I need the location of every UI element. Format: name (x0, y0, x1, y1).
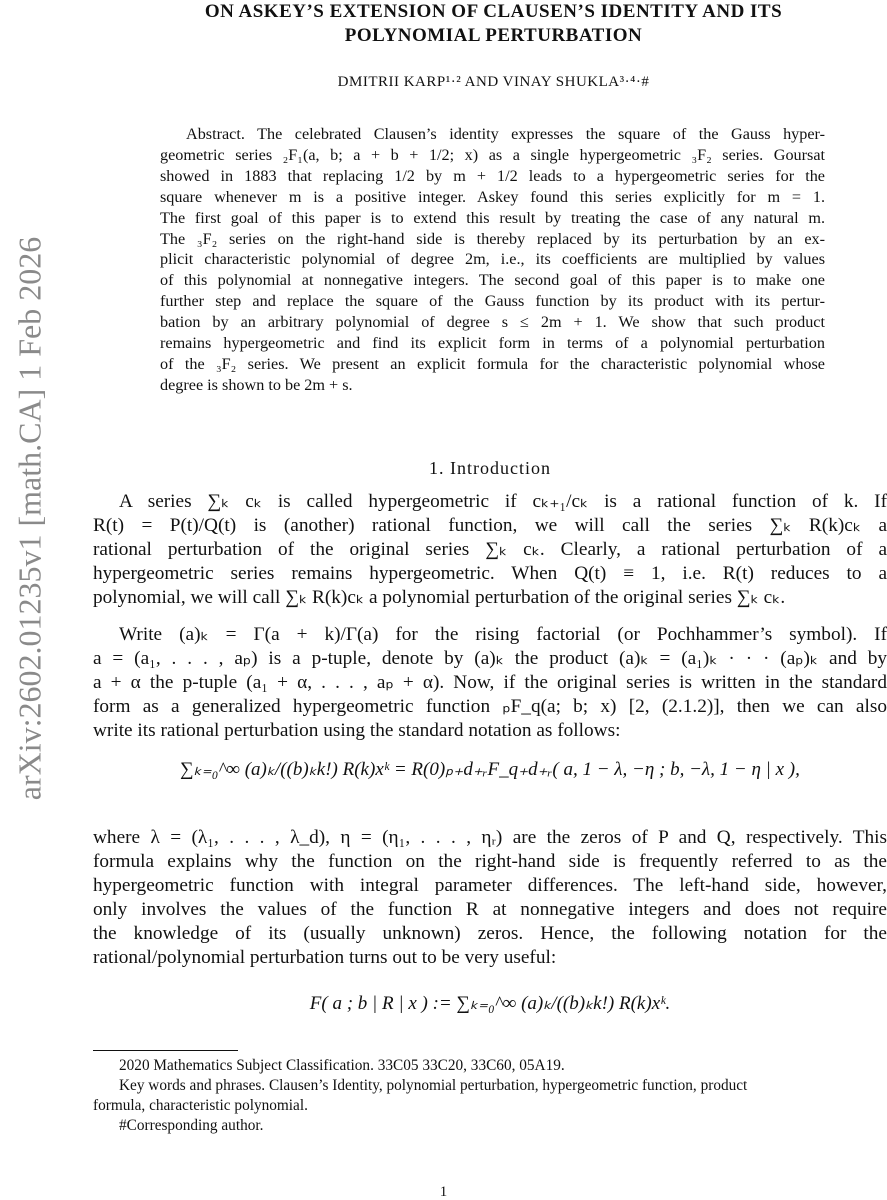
text-line: where λ = (λ₁, . . . , λ_d), η = (η₁, . . . , ηᵣ) are the zeros of P and Q, respectively. This (93, 827, 887, 848)
title-line: ON ASKEY’S EXTENSION OF CLAUSEN’S IDENTITY AND ITS (204, 1, 783, 22)
equation-2: F( a ; b | R | x ) := ∑ₖ₌₀^∞ (a)ₖ/((b)ₖk!) R(k)xᵏ. (309, 993, 671, 1014)
text-line: Write (a)ₖ = Γ(a + k)/Γ(a) for the rising factorial (or Pochhammer’s symbol). If (119, 624, 887, 645)
text-line: rational/polynomial perturbation turns out to be very useful: (93, 947, 557, 968)
section-heading: 1. Introduction (429, 458, 551, 478)
text-line: degree is shown to be 2m + s. (160, 375, 353, 394)
footnote: Key words and phrases. Clausen’s Identity, polynomial perturbation, hypergeometric function, product (119, 1077, 748, 1094)
text-line: form as a generalized hypergeometric function ₚF_q(a; b; x) [2, (2.1.2)], then we can also (93, 696, 887, 717)
text-line: The first goal of this paper is to extend this result by treating the case of any natural m. (160, 208, 825, 227)
text-line: remains hypergeometric and find its explicit form in terms of a polynomial perturbation (160, 334, 825, 353)
paragraph-2 (93, 623, 887, 743)
text-line: polynomial, we will call ∑ₖ R(k)cₖ a polynomial perturbation of the original series ∑ₖ cₖ. (93, 587, 786, 608)
text-line: of this polynomial at nonnegative integers. The second goal of this paper is to make one (160, 271, 825, 290)
footnote-rule (93, 1050, 238, 1051)
footnote: formula, characteristic polynomial. (93, 1097, 308, 1114)
abstract (160, 124, 825, 396)
text-line: formula explains why the function on the right-hand side is frequently referred to as the (93, 851, 887, 872)
arxiv-stamp: arXiv:2602.01235v1 [math.CA] 1 Feb 2026 (11, 236, 48, 801)
text-line: plicit characteristic polynomial of degree 2m, i.e., its coefficients are multiplied by values (160, 250, 825, 269)
text-line: hypergeometric series remains hypergeometric. When Q(t) ≡ 1, i.e. R(t) reduces to a (93, 563, 887, 584)
equation-1: ∑ₖ₌₀^∞ (a)ₖ/((b)ₖk!) R(k)xᵏ = R(0)ₚ₊d₊ᵣF_q₊d₊ᵣ( a, 1 − λ, −η ; b, −λ, 1 − η | x ), (180, 759, 800, 780)
text-line: showed in 1883 that replacing 1/2 by m + 1/2 leads to a hypergeometric series for the (160, 166, 825, 185)
text-line: geometric series ₂F₁(a, b; a + b + 1/2; x) as a single hypergeometric ₃F₂ series. Goursat (160, 145, 825, 164)
text-line: a + α the p-tuple (a₁ + α, . . . , aₚ + α). Now, if the original series is written in the standard (93, 672, 887, 693)
footnote: #Corresponding author. (119, 1117, 264, 1134)
footnotes (93, 1056, 887, 1136)
text-line: only involves the values of the function R at nonnegative integers and does not require (93, 899, 887, 920)
text-line: of the ₃F₂ series. We present an explicit formula for the characteristic polynomial whose (160, 354, 825, 373)
text-line: R(t) = P(t)/Q(t) is (another) rational function, we will call the series ∑ₖ R(k)cₖ a (93, 515, 887, 536)
title-line: POLYNOMIAL PERTURBATION (344, 25, 643, 46)
text-line: a = (a₁, . . . , aₚ) is a p-tuple, denote by (a)ₖ the product (a)ₖ = (a₁)ₖ · · · (aₚ)ₖ and by (93, 648, 887, 669)
paper-title (100, 0, 887, 48)
text-line: square whenever m is a positive integer. Askey found this series explicitly for m = 1. (160, 187, 825, 206)
text-line: the knowledge of its (usually unknown) zeros. Hence, the following notation for the (93, 923, 887, 944)
text-line: The ₃F₂ series on the right-hand side is thereby replaced by its perturbation by an ex- (160, 229, 825, 248)
text-line: hypergeometric function with integral parameter differences. The left-hand side, however, (93, 875, 887, 896)
text-line: bation by an arbitrary polynomial of degree s ≤ 2m + 1. We show that such product (160, 313, 825, 332)
footnote: 2020 Mathematics Subject Classification. 33C05 33C20, 33C60, 05A19. (119, 1057, 565, 1074)
text-line: Abstract. The celebrated Clausen’s identity expresses the square of the Gauss hyper- (186, 125, 825, 143)
paragraph-1 (93, 490, 887, 610)
paragraph-3 (93, 826, 887, 970)
text-line: A series ∑ₖ cₖ is called hypergeometric if cₖ₊₁/cₖ is a rational function of k. If (119, 491, 887, 512)
page-number: 1 (439, 1184, 448, 1200)
text-line: rational perturbation of the original series ∑ₖ cₖ. Clearly, a rational perturbation of a (93, 539, 887, 560)
text-line: further step and replace the square of the Gauss function by its product with its pertur- (160, 292, 825, 311)
authors: DMITRII KARP¹·² AND VINAY SHUKLA³·⁴·# (337, 74, 650, 90)
text-line: write its rational perturbation using the standard notation as follows: (93, 720, 621, 741)
